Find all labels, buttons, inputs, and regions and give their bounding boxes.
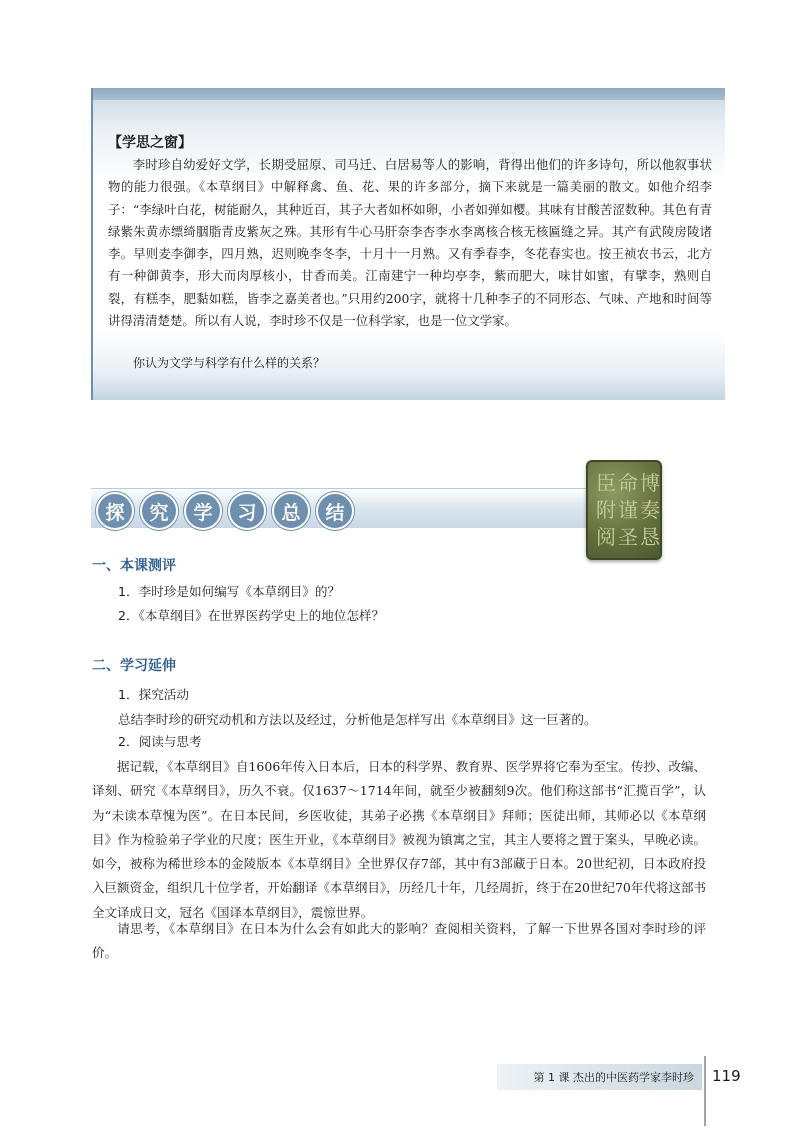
reading-paragraph: 据记载，《本草纲目》自1606年传入日本后，日本的科学界、教育界、医学界将它奉为至宝。传抄、改编、译刻、研究《本草纲目》，历久不衰。仅1637～1714年间，就至少被翻刻9次。他们称这部书“汇揽百学”，认为“未读本草愧为医”。在日本民间，乡医收徒，其弟子必携《本草纲目》拜师；医徒出师，其师必以《本草纲目》作为检验弟子学业的尺度；医生开业，《本草纲目》被视为镇寓之宝，其主人要将之置于案头，早晚必读。如今，被称为稀世珍本的金陵版本《本草纲目》全世界仅存7部，其中有3部藏于日本。20世纪初，日本政府投入巨额资金，组织几十位学者，开始翻译《本草纲目》，历经几十年，几经周折，终于在20世纪70年代将这部书全文译成日文，冠名《国译本草纲目》，震惊世界。 bbox=[92, 759, 706, 920]
banner-char: 究 bbox=[140, 492, 178, 530]
banner-char: 探 bbox=[96, 492, 134, 530]
seal-char: 阅 bbox=[596, 525, 616, 550]
study-window-question: 你认为文学与科学有什么样的关系？ bbox=[133, 356, 326, 370]
thinking-paragraph: 请思考，《本草纲目》在日本为什么会有如此大的影响？查阅相关资料，了解一下世界各国对李时珍的评价。 bbox=[92, 921, 706, 960]
seal-char: 附 bbox=[596, 497, 616, 522]
chapter-footer-bar bbox=[497, 1064, 702, 1090]
summary-banner-top-line bbox=[91, 488, 586, 489]
seal-char: 命 bbox=[618, 470, 638, 495]
study-window-box bbox=[91, 88, 725, 400]
banner-char: 结 bbox=[316, 492, 354, 530]
page-number: 119 bbox=[712, 1067, 741, 1085]
study-window-title: 【学思之窗】 bbox=[108, 135, 192, 151]
summary-banner-title bbox=[96, 492, 354, 530]
section-heading-extension: 二、学习延伸 bbox=[92, 658, 176, 674]
seal-char: 圣 bbox=[618, 525, 638, 550]
assessment-question: 1．李时珍是如何编写《本草纲目》的？ bbox=[118, 584, 341, 599]
seal-char: 谨 bbox=[618, 497, 638, 522]
seal-char: 恳 bbox=[640, 525, 660, 550]
chapter-title: 第 1 课 杰出的中医药学家李时珍 bbox=[533, 1071, 694, 1084]
study-window-paragraph: 李时珍自幼爱好文学，长期受屈原、司马迁、白居易等人的影响，背得出他们的许多诗句，所以他叙事状物的能力很强。《本草纲目》中解释禽、鱼、花、果的许多部分，摘下来就是一篇美丽的散文。如他介绍李子：“李绿叶白花，树能耐久，其种近百，其子大者如杯如卵，小者如弹如樱。其味有甘酸苦涩数种。其色有青绿紫朱黄赤缥绮胭脂青皮紫灰之殊。其形有牛心马肝奈李杏李水李离核合核无核匾缝之异。其产有武陵房陵诸李。早则麦李御李，四月熟，迟则晚李冬李，十月十一月熟。又有季春李，冬花春实也。按王祯农书云，北方有一种御黄李，形大而肉厚核小，甘香而美。江南建宁一种均亭李，紫而肥大，味甘如蜜，有擘李，熟则自裂，有糕李，肥黏如糕，皆李之嘉美者也。”只用约200字，就将十几种李子的不同形态、气味、产地和时间等讲得清清楚楚。所以有人说，李时珍不仅是一位科学家，也是一位文学家。 bbox=[108, 157, 712, 329]
activity-label: 1．探究活动 bbox=[118, 687, 189, 702]
assessment-question: 2．《本草纲目》在世界医药学史上的地位怎样？ bbox=[118, 608, 385, 623]
seal-char: 博 bbox=[640, 470, 660, 495]
activity-text: 总结李时珍的研究动机和方法以及经过，分析他是怎样写出《本草纲目》这一巨著的。 bbox=[118, 712, 597, 727]
study-window-top-bar bbox=[91, 88, 725, 100]
section-heading-assessment: 一、本课测评 bbox=[92, 558, 176, 574]
study-window-left-rule bbox=[91, 88, 93, 400]
seal-char: 臣 bbox=[596, 470, 616, 495]
seal-char: 奏 bbox=[640, 497, 660, 522]
banner-char: 总 bbox=[272, 492, 310, 530]
reading-label: 2．阅读与思考 bbox=[118, 734, 202, 749]
footer-divider bbox=[704, 1056, 706, 1126]
banner-char: 学 bbox=[184, 492, 222, 530]
banner-char: 习 bbox=[228, 492, 266, 530]
seal-stamp-image bbox=[586, 460, 662, 560]
